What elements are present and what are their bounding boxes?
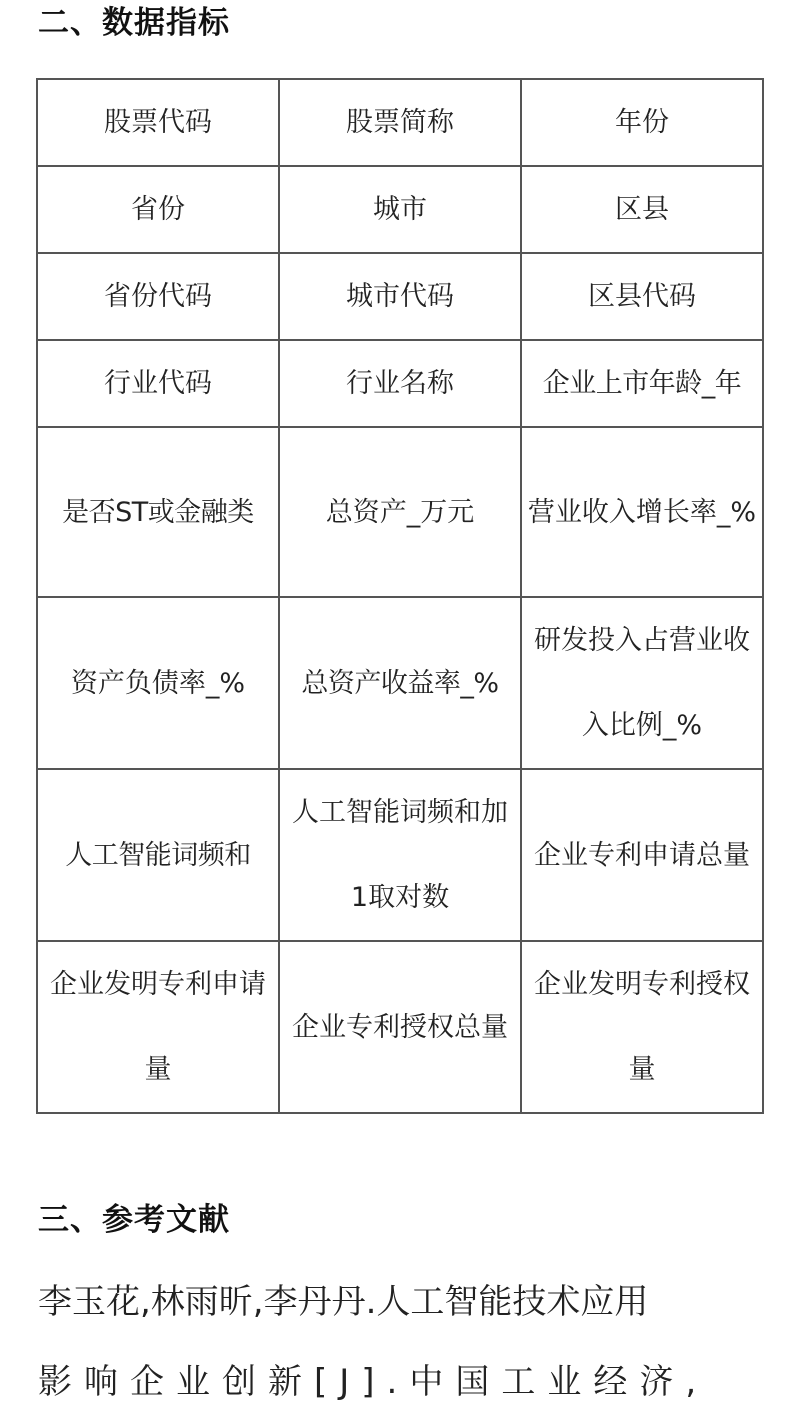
reference-line: 李玉花,林雨昕,李丹丹.人工智能技术应用: [38, 1282, 649, 1322]
table-cell: 区县: [521, 166, 763, 253]
table-cell: 股票代码: [37, 79, 279, 166]
table-cell: 省份代码: [37, 253, 279, 340]
table-row: [37, 941, 763, 1113]
table-cell: 行业代码: [37, 340, 279, 427]
section-heading-indicators: 二、数据指标: [38, 5, 230, 41]
table-cell: 企业专利授权总量: [279, 941, 521, 1113]
table-cell: 城市代码: [279, 253, 521, 340]
table-row: [37, 79, 763, 166]
table-cell: 企业发明专利申请量: [37, 941, 279, 1113]
table-row: [37, 166, 763, 253]
table-cell: 行业名称: [279, 340, 521, 427]
table-row: [37, 769, 763, 941]
table-cell: 是否ST或金融类: [37, 427, 279, 597]
table-cell: 总资产_万元: [279, 427, 521, 597]
table-cell: 省份: [37, 166, 279, 253]
table-cell: 年份: [521, 79, 763, 166]
table-cell: 企业专利申请总量: [521, 769, 763, 941]
reference-line: 影响企业创新[J].中国工业经济,: [38, 1362, 709, 1402]
table-cell: 营业收入增长率_%: [521, 427, 763, 597]
table-cell: 城市: [279, 166, 521, 253]
table-row: [37, 340, 763, 427]
table-cell: 区县代码: [521, 253, 763, 340]
table-cell: 人工智能词频和: [37, 769, 279, 941]
table-cell: 股票简称: [279, 79, 521, 166]
table-cell: 企业发明专利授权量: [521, 941, 763, 1113]
table-row: [37, 253, 763, 340]
table-row: [37, 597, 763, 769]
table-cell: 总资产收益率_%: [279, 597, 521, 769]
table-row: [37, 427, 763, 597]
table-cell: 研发投入占营业收入比例_%: [521, 597, 763, 769]
section-heading-references: 三、参考文献: [38, 1202, 230, 1238]
indicator-table: [36, 78, 764, 1114]
table-cell: 人工智能词频和加1取对数: [279, 769, 521, 941]
table-cell: 企业上市年龄_年: [521, 340, 763, 427]
reference-entry: [38, 1262, 794, 1422]
table-cell: 资产负债率_%: [37, 597, 279, 769]
